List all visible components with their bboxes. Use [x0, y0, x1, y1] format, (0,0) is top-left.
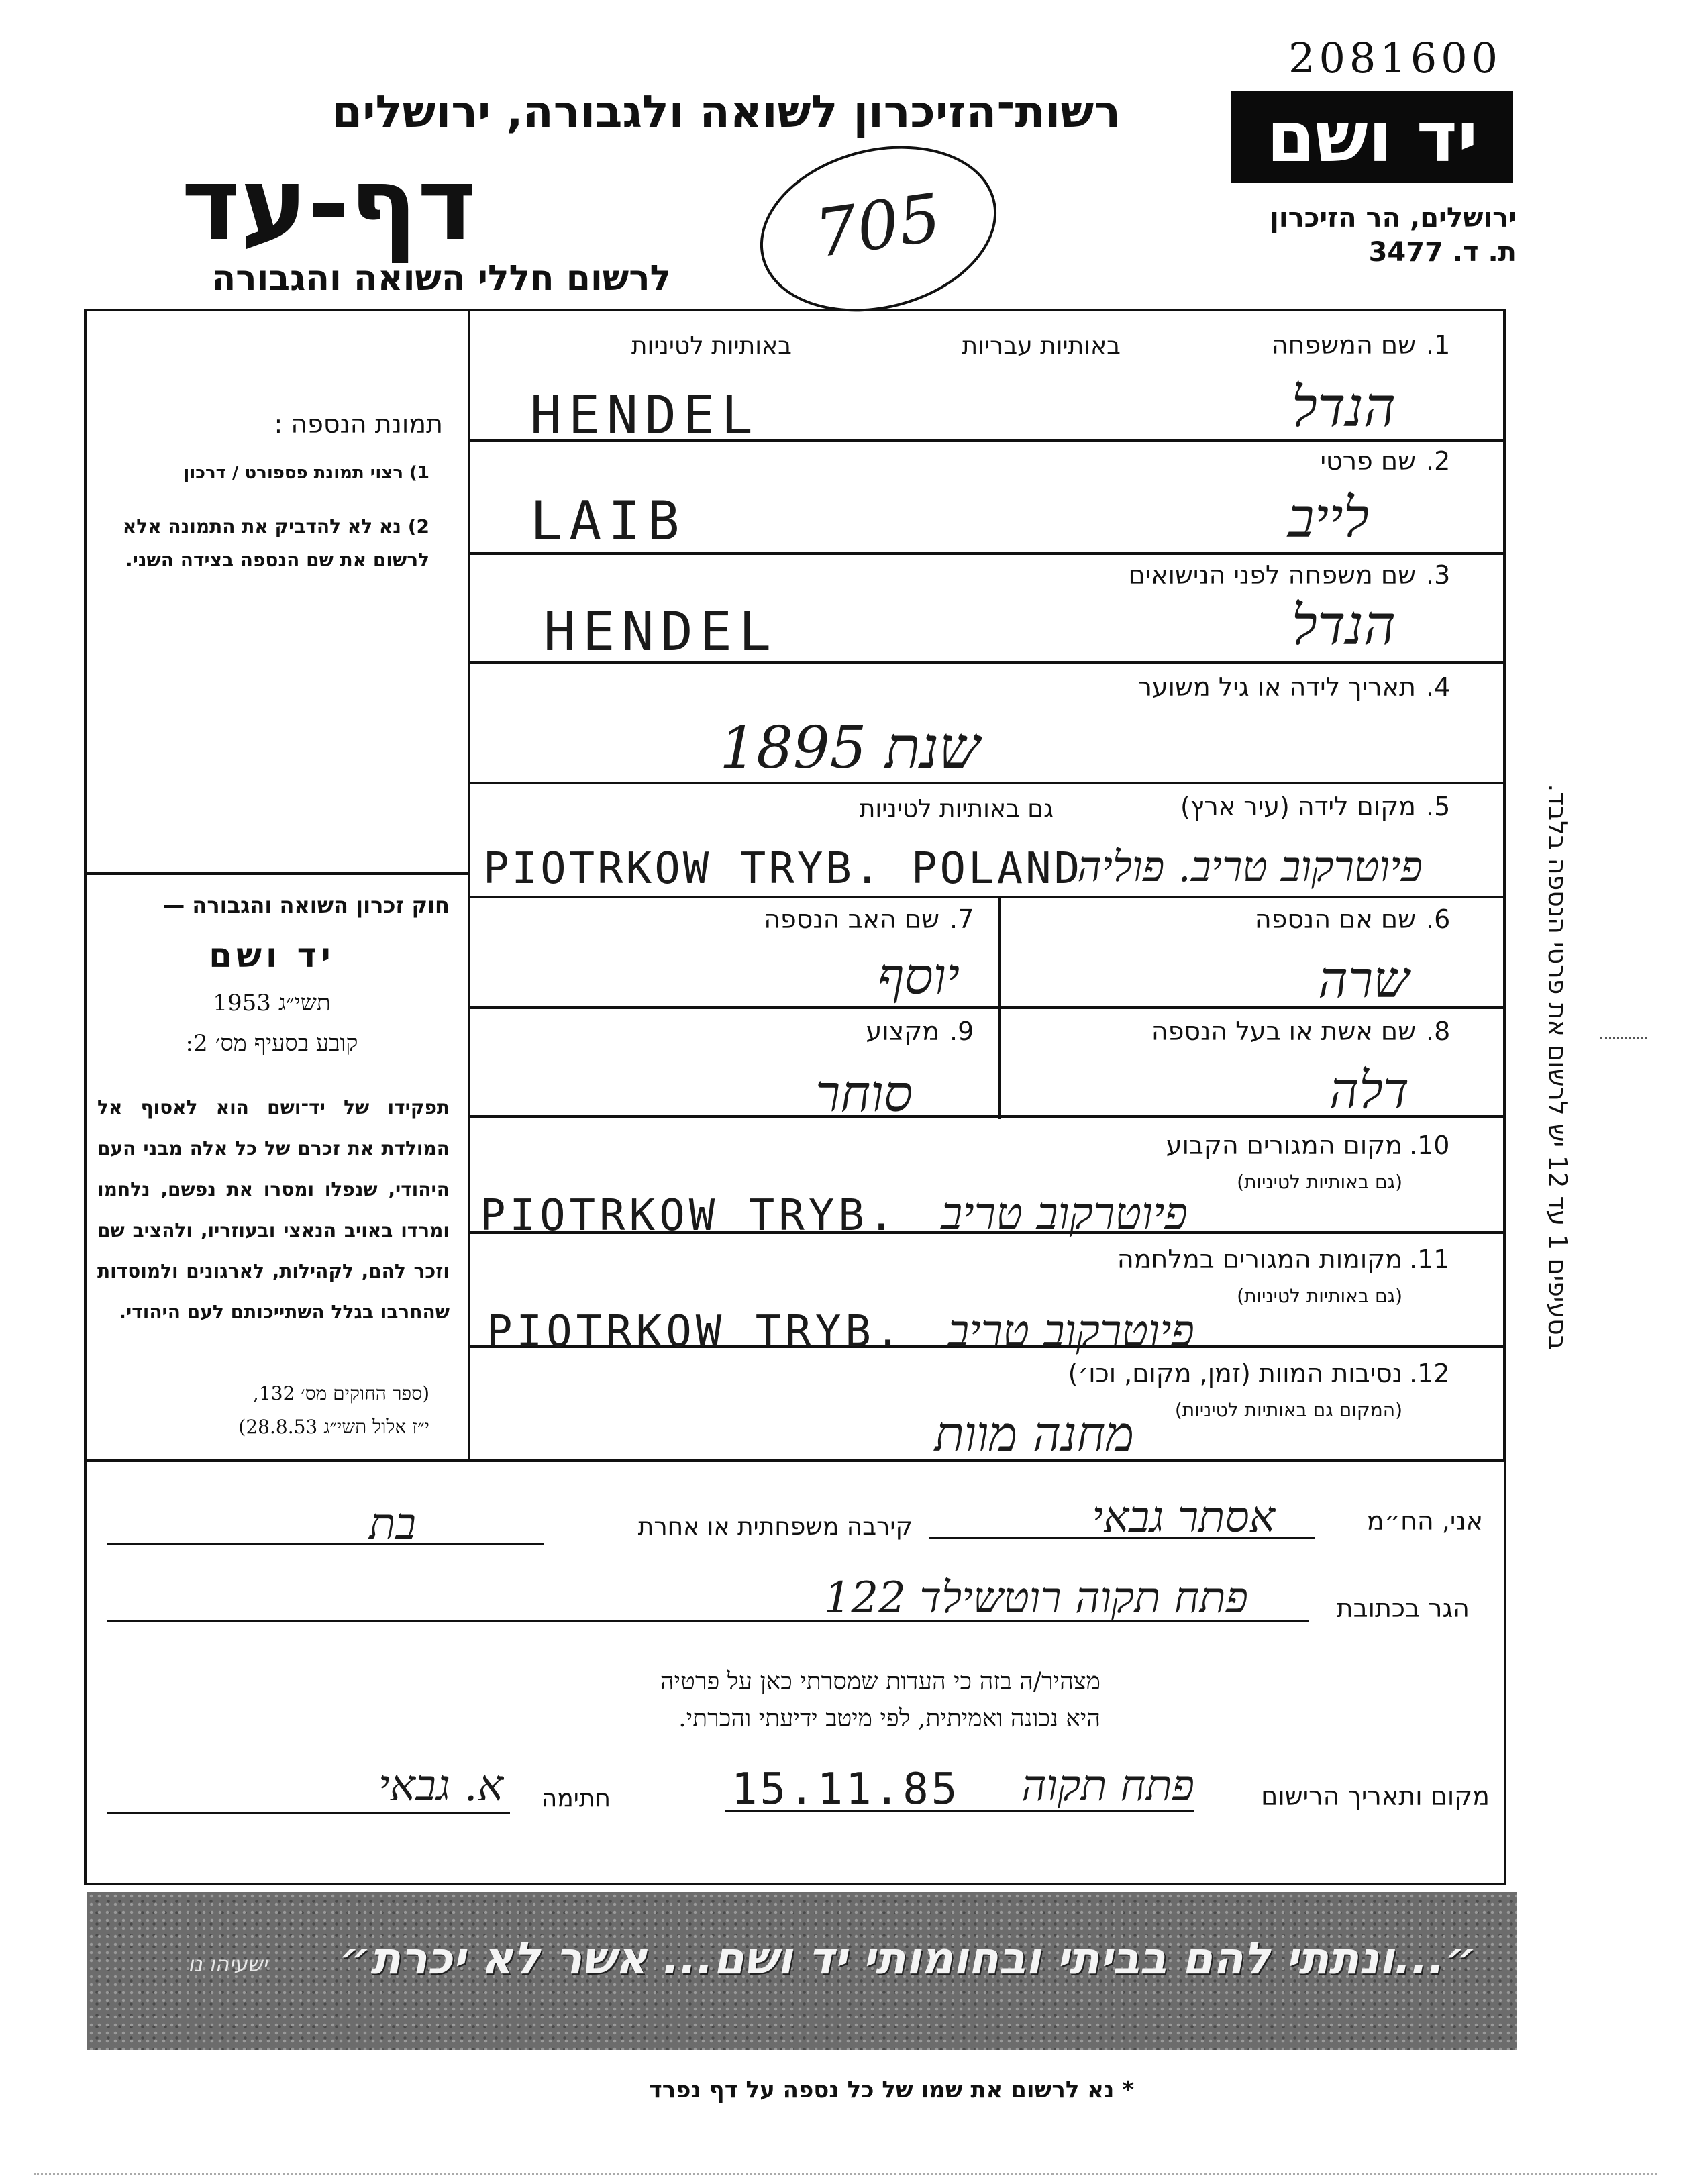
field-2-label: שם פרטי — [1320, 446, 1416, 476]
sidebar-divider — [468, 310, 470, 1461]
photo-title: תמונת הנספה : — [274, 409, 443, 439]
field-4-number: 4. — [1426, 672, 1451, 702]
column-head-latin: באותיות לטיניות — [631, 332, 792, 360]
side-note: בסעיפים 1 עד 12 יש לרשום את פרטי הנספה בלבד. — [1543, 784, 1572, 1350]
field-9-number: 9. — [950, 1017, 974, 1046]
field-10-latin: PIOTRKOW TRYB. — [480, 1191, 899, 1241]
place-value: פתח תקוה — [1021, 1761, 1194, 1811]
field-5-number: 5. — [1426, 792, 1451, 821]
document-number: 2081600 — [1288, 34, 1502, 83]
dotted-mark — [1600, 1037, 1647, 1039]
relation-value: בת — [369, 1500, 416, 1549]
banner-source: ישעיהו נו — [188, 1951, 268, 1977]
field-12-number: 12. — [1409, 1359, 1450, 1388]
field-line-2 — [468, 552, 1505, 555]
field-5-sub: גם באותיות לטיניות — [859, 795, 1054, 823]
field-8-number: 8. — [1426, 1017, 1451, 1046]
relation-label: קירבה משפחתית או אחרת — [637, 1513, 913, 1541]
date-value: 15.11.85 — [731, 1765, 960, 1814]
field-1-number: 1. — [1426, 330, 1451, 360]
field-3-hebrew: הנדל — [1291, 594, 1396, 658]
field-4-label: תאריך לידה או גיל משוער — [1137, 672, 1416, 702]
field-6-value: שרה — [1318, 949, 1409, 1009]
field-1-latin: HENDEL — [530, 386, 760, 446]
field-9-label: מקצוע — [866, 1017, 939, 1046]
field-11-hebrew: פיוטרקוב טריב — [947, 1305, 1194, 1357]
field-line-4 — [468, 782, 1505, 784]
field-2-number: 2. — [1426, 446, 1451, 476]
law-ref-2: י״ז אלול תשי״ג 28.8.53) — [238, 1416, 429, 1438]
address-line: ירושלים, הר הזיכרון — [1270, 203, 1517, 233]
field-12-sub: (המקום גם באותיות לטיניות) — [1174, 1399, 1402, 1421]
institution-line: רשות־הזיכרון לשואה ולגבורה, ירושלים — [331, 86, 1121, 138]
split-6-7 — [998, 896, 1001, 1119]
address-label: הגר בכתובת — [1336, 1594, 1470, 1623]
field-8-value: דלה — [1329, 1060, 1409, 1120]
field-12-label: נסיבות המוות (זמן, מקום, וכו׳) — [1068, 1359, 1402, 1388]
field-11-latin: PIOTRKOW TRYB. — [486, 1307, 905, 1357]
field-7-label: שם האב הנספה — [764, 904, 939, 934]
law-text: תפקידו של יד־ושם הוא לאסוף אל המולדת את זכרם של כל אלה מבני העם היהודי, שנפלו ומסרו את נפשם, נלחמו ומרדו באויב הנאצי ובעוזריו, ולהציב שם וזכר להם, לקהילות, לארגונים ולמוסדות שהחרבו בגלל השתייכותם לעם היהודי. — [97, 1096, 450, 1323]
field-8-label: שם אשת או בעל הנספה — [1151, 1017, 1416, 1046]
law-name: יד ושם — [209, 936, 335, 975]
field-7-number: 7. — [950, 904, 974, 934]
field-1-label: שם המשפחה — [1271, 330, 1416, 360]
quote-banner — [87, 1892, 1517, 2050]
field-7-value: יוסף — [878, 946, 960, 1006]
signature-underline — [107, 1812, 510, 1814]
field-2-hebrew: לייב — [1288, 486, 1369, 550]
declaration-line-1: מצהיר/ה בזה כי העדות שמסרתי כאן על פרטיה — [660, 1668, 1100, 1696]
field-5-label: מקום לידה (עיר ארץ) — [1180, 792, 1416, 821]
field-5-latin: PIOTRKOW TRYB. POLAND — [483, 844, 1083, 894]
field-10-hebrew: פיוטרקוב טריב — [941, 1188, 1188, 1239]
field-11-sub: (גם באותיות לטיניות) — [1237, 1285, 1402, 1307]
place-date-label: מקום ותאריך הרישום — [1261, 1781, 1490, 1811]
photo-note-2: 2) נא לא להדביק את התמונה אלא לרשום את שם הנספה בצידה השני. — [122, 515, 429, 571]
bottom-edge-noise — [34, 2173, 1657, 2175]
field-5-hebrew: פיוטרקוב טריב. פוליה — [1077, 842, 1423, 891]
field-6-number: 6. — [1426, 904, 1451, 934]
declaration-line-2: היא נכונה ואמיתית, לפי מיטב ידיעתי והכרתי. — [678, 1705, 1100, 1732]
field-10-number: 10. — [1409, 1131, 1450, 1160]
field-1-hebrew: הנדל — [1291, 376, 1396, 439]
law-ref-1: (ספר החוקים מס׳ 132, — [253, 1382, 429, 1404]
field-10-label: מקום המגורים הקבוע — [1166, 1131, 1402, 1160]
declarant-label: אני, הח״מ — [1366, 1506, 1483, 1536]
signature-label: חתימה — [541, 1785, 611, 1812]
address-value: פתח תקוה רוטשילד 122 — [823, 1573, 1248, 1623]
field-line-10 — [84, 1459, 1506, 1462]
sidebar-separator — [84, 872, 469, 875]
field-11-number: 11. — [1409, 1245, 1450, 1274]
logo-text: יד ושם — [1266, 96, 1478, 178]
field-6-label: שם אם הנספה — [1254, 904, 1416, 934]
yad-vashem-logo — [1231, 91, 1513, 183]
field-9-value: סוחר — [815, 1063, 913, 1123]
circled-number: 705 — [810, 179, 946, 273]
fields-right-border — [1503, 310, 1506, 1461]
field-12-value: מחנה מוות — [934, 1406, 1134, 1462]
law-year: תשי״ג 1953 — [213, 990, 331, 1017]
form-title: דף-עד — [181, 146, 476, 263]
field-10-sub: (גם באותיות לטיניות) — [1237, 1171, 1402, 1193]
column-head-hebrew: באותיות עבריות — [962, 332, 1121, 360]
declarant-value: אסתר גבאי — [1092, 1493, 1275, 1543]
form-subtitle: לרשום חללי השואה והגבורה — [211, 258, 671, 299]
field-2-latin: LAIB — [530, 490, 686, 552]
banner-quote: ״...ונתתי להם בביתי ובחומותי יד ושם... אשר לא יכרת״ — [339, 1932, 1476, 1984]
law-title: חוק זכרון השואה והגבורה — — [163, 892, 450, 918]
signature-value: א. גבאי — [378, 1761, 503, 1811]
field-4-value: שנת 1895 — [719, 715, 980, 782]
field-11-label: מקומות המגורים במלחמה — [1117, 1245, 1402, 1274]
law-clause: קובע בסעיף מס׳ 2: — [185, 1030, 358, 1057]
footer-note: * נא לרשום את שמו של כל נספה על דף נפרד — [648, 2077, 1134, 2103]
field-line-5 — [468, 896, 1505, 898]
field-3-label: שם משפחה לפני הנישואים — [1128, 560, 1416, 590]
po-box: ת. ד. 3477 — [1368, 237, 1517, 268]
photo-note-1: 1) רצוי תמונת פספורט / דרכון — [183, 463, 429, 483]
field-3-latin: HENDEL — [544, 601, 778, 663]
field-3-number: 3. — [1426, 560, 1451, 590]
